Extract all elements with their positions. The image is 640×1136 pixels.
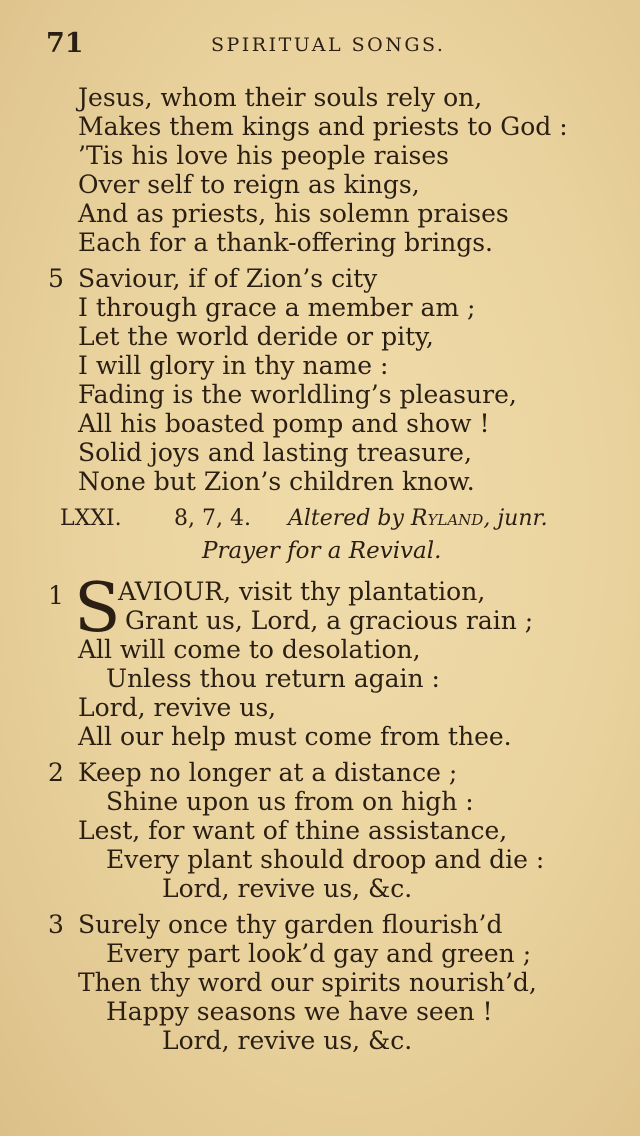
verse-line: Each for a thank-offering brings. bbox=[78, 228, 494, 257]
verse-line: All his boasted pomp and show ! bbox=[78, 409, 490, 438]
verse-line: Then thy word our spirits nourish’d, bbox=[78, 968, 537, 997]
verse-line: I will glory in thy name : bbox=[78, 351, 389, 380]
verse-line: AVIOUR, visit thy plantation, bbox=[118, 577, 486, 606]
verse-line: Every plant should droop and die : bbox=[106, 845, 545, 874]
drop-cap: S bbox=[74, 569, 121, 648]
verse-line: Makes them kings and priests to God : bbox=[78, 112, 568, 141]
verse-line: Fading is the worldling’s pleasure, bbox=[78, 380, 517, 409]
verse-line: I through grace a member am ; bbox=[78, 293, 476, 322]
verse-line: Solid joys and lasting treasure, bbox=[78, 438, 472, 467]
verse-line: Happy seasons we have seen ! bbox=[106, 997, 493, 1026]
verse-line: Lord, revive us, &c. bbox=[162, 874, 413, 903]
page-header bbox=[46, 28, 594, 62]
verse-line: Lest, for want of thine assistance, bbox=[78, 816, 508, 845]
stanza-number: 3 bbox=[48, 910, 64, 939]
verse-line: Unless thou return again : bbox=[106, 664, 440, 693]
verse-line: Lord, revive us, &c. bbox=[162, 1026, 413, 1055]
verse-line: Over self to reign as kings, bbox=[78, 170, 420, 199]
stanza-number: 1 bbox=[48, 581, 64, 610]
verse-line: And as priests, his solemn praises bbox=[78, 199, 509, 228]
verse-line: Every part look’d gay and green ; bbox=[106, 939, 532, 968]
verse-line: All will come to desolation, bbox=[78, 635, 421, 664]
author-name: Ryland bbox=[410, 506, 484, 531]
verse-line: Keep no longer at a distance ; bbox=[78, 758, 458, 787]
running-title: SPIRITUAL SONGS. bbox=[211, 34, 446, 56]
page-number: 71 bbox=[46, 28, 84, 59]
author-suffix: , junr. bbox=[483, 506, 548, 531]
verse-line: Lord, revive us, bbox=[78, 693, 277, 722]
verse-line: All our help must come from thee. bbox=[78, 722, 512, 751]
verse-line: Saviour, if of Zion’s city bbox=[78, 264, 378, 293]
hymn-meter: 8, 7, 4. bbox=[174, 506, 251, 531]
hymn-author bbox=[288, 506, 548, 531]
verse-line: Surely once thy garden flourish’d bbox=[78, 910, 503, 939]
verse-line: Grant us, Lord, a gracious rain ; bbox=[125, 606, 534, 635]
stanza-number: 5 bbox=[48, 264, 64, 293]
verse-line: Jesus, whom their souls rely on, bbox=[78, 83, 483, 112]
author-prefix: Altered by bbox=[288, 506, 404, 531]
stanza-number: 2 bbox=[48, 758, 64, 787]
hymn-title: Prayer for a Revival. bbox=[202, 538, 442, 564]
verse-line: ’Tis his love his people raises bbox=[78, 141, 449, 170]
verse-line: None but Zion’s children know. bbox=[78, 467, 475, 496]
verse-line: Shine upon us from on high : bbox=[106, 787, 474, 816]
hymn-number: LXXI. bbox=[60, 506, 122, 531]
verse-line: Let the world deride or pity, bbox=[78, 322, 434, 351]
